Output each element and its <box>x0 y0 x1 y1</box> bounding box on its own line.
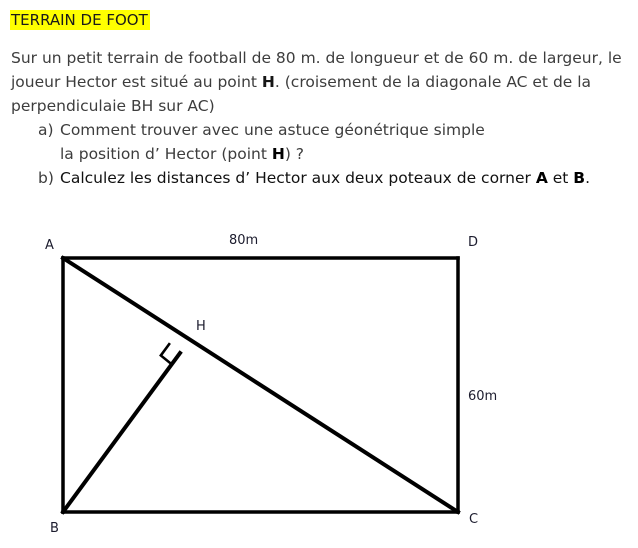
question-a-marker: a) <box>38 121 54 139</box>
vertex-label-c: C <box>469 512 479 527</box>
question-a-line2-pre: la position d’ Hector (point <box>60 145 272 163</box>
question-b-pre: Calculez les distances d’ Hector aux deux poteaux de corner <box>60 169 536 187</box>
question-a-line2-post: ) ? <box>284 145 305 163</box>
statement-point-h: H <box>261 73 275 91</box>
question-b-marker: b) <box>38 169 54 187</box>
dimension-label-width: 60m <box>468 389 498 404</box>
vertex-label-b: B <box>50 521 59 536</box>
vertex-label-h: H <box>196 319 206 334</box>
segment-diagonal-ac <box>63 258 458 512</box>
question-b-point-b: B <box>573 169 586 187</box>
question-a-point-h: H <box>271 145 285 163</box>
vertex-label-a: A <box>45 238 54 253</box>
statement-part-2: . (croisement de la diagonale AC et de la perpendiculaie BH sur AC) <box>11 73 592 115</box>
right-angle-marker <box>161 344 172 364</box>
dimension-label-length: 80m <box>229 233 259 248</box>
question-b-point-a: A <box>535 169 548 187</box>
question-b-mid: et <box>547 169 574 187</box>
question-b-post: . <box>585 169 591 187</box>
question-a-line1: Comment trouver avec une astuce géonétrique simple <box>60 121 485 139</box>
page-title-highlight: TERRAIN DE FOOT <box>11 11 148 29</box>
segment-perpendicular-bh <box>63 353 180 512</box>
vertex-label-d: D <box>468 235 479 250</box>
statement-part-1: Sur un petit terrain de football de 80 m. de longueur et de 60 m. de largeur, le joueur Hector est situé au point <box>11 49 622 91</box>
